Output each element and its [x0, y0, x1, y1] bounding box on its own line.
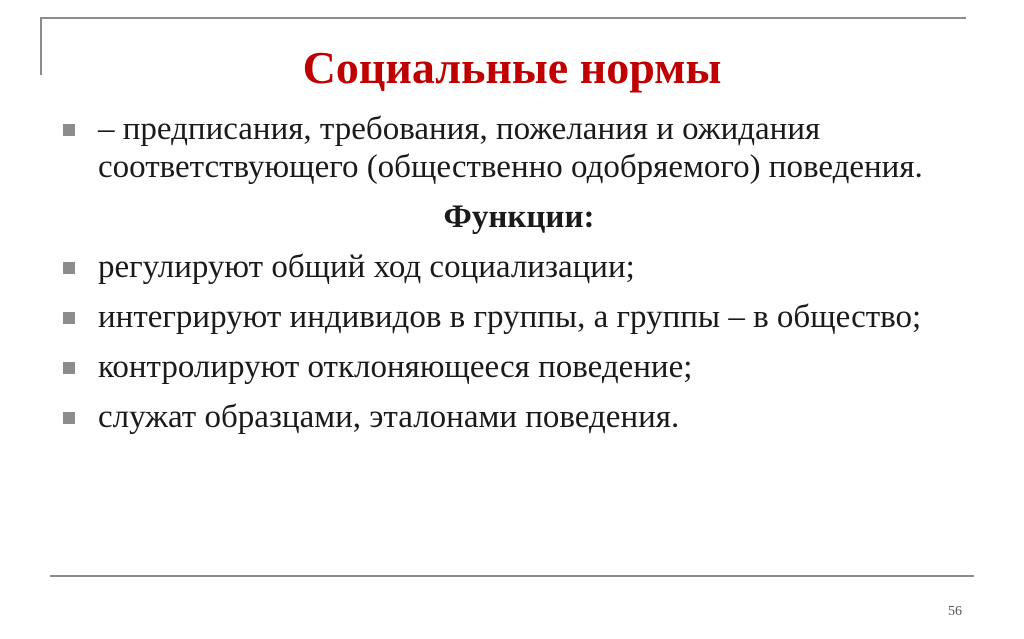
function-item — [60, 248, 940, 286]
function-text: служат образцами, эталонами поведения. — [98, 399, 680, 435]
function-text: интегрируют индивидов в группы, а группы – в общество; — [98, 299, 922, 335]
square-bullet-icon — [63, 312, 75, 324]
function-text: контролируют отклоняющееся поведение; — [98, 349, 693, 385]
functions-heading: Функции: — [443, 199, 595, 235]
function-item — [60, 348, 940, 386]
square-bullet-icon — [63, 362, 75, 374]
slide-title: Социальные нормы — [302, 42, 722, 93]
function-item — [60, 398, 940, 436]
square-bullet-icon — [63, 262, 75, 274]
function-item — [60, 298, 940, 336]
square-bullet-icon — [63, 412, 75, 424]
function-text: регулируют общий ход социализации; — [98, 249, 635, 285]
square-bullet-icon — [63, 124, 75, 136]
bottom-rule — [50, 575, 974, 577]
top-border-line — [40, 17, 966, 19]
slide-content — [60, 110, 940, 436]
definition-item — [60, 110, 940, 186]
definition-text: – предписания, требования, пожелания и ожидания соответствующего (общественно одобряемого) поведения. — [98, 111, 923, 185]
page-number: 56 — [948, 604, 962, 619]
